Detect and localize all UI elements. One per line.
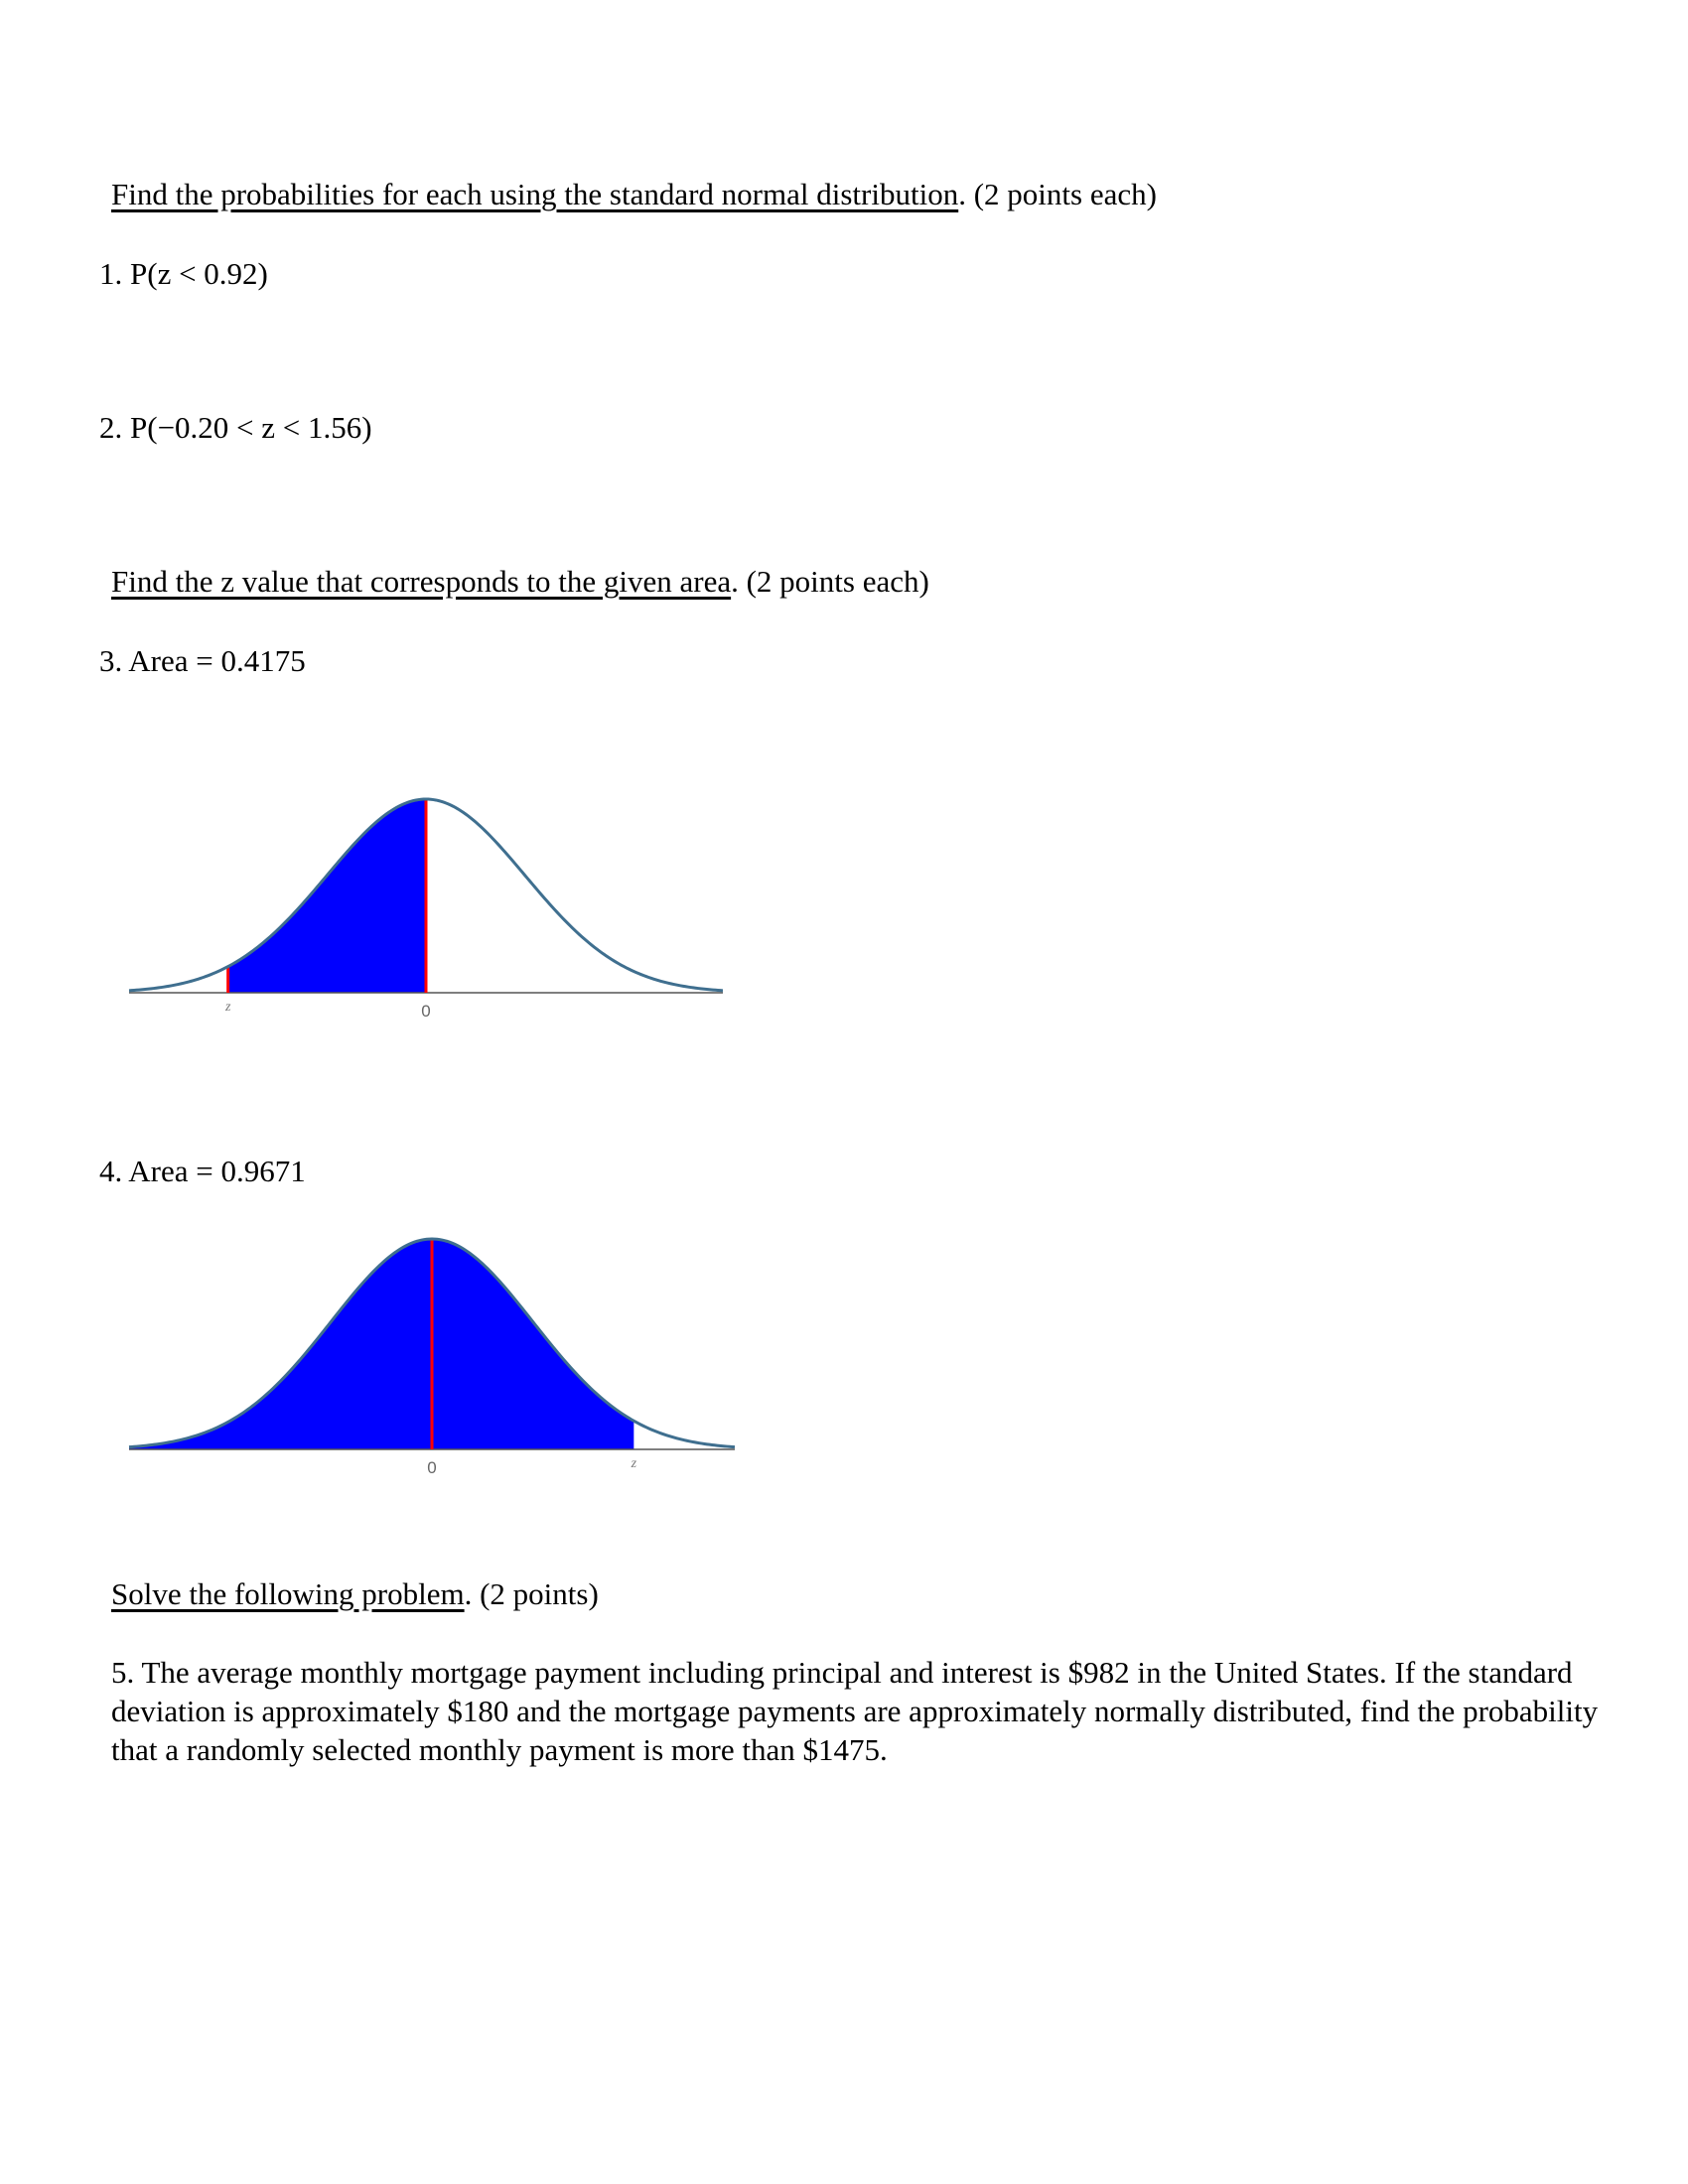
section1-heading-underlined: Find the probabilities for each using the standard normal distribution	[111, 177, 959, 211]
question-2-number: 2.	[99, 410, 123, 445]
section3-heading-underlined: Solve the following problem	[111, 1576, 465, 1611]
section1-heading	[111, 177, 1157, 212]
question-1-expression: P(z < 0.92)	[130, 256, 268, 291]
figure-3-normal-curve	[127, 789, 733, 1027]
question-4: 4. Area = 0.9671	[99, 1154, 306, 1188]
section3-heading-suffix: . (2 points)	[464, 1576, 599, 1611]
figure-3-shaded-area	[228, 799, 426, 993]
section1-heading-suffix: . (2 points each)	[958, 177, 1157, 211]
figure-4-shaded-area	[129, 1239, 633, 1449]
section3-heading	[111, 1576, 599, 1612]
figure-4-z-label: z	[631, 1456, 637, 1471]
section2-heading-underlined: Find the z value that corresponds to the given area	[111, 564, 732, 599]
question-3: 3. Area = 0.4175	[99, 643, 306, 678]
section2-heading-suffix: . (2 points each)	[731, 564, 929, 599]
figure-4-zero-label: 0	[427, 1458, 437, 1477]
figure-4-normal-curve	[127, 1226, 748, 1484]
figure-3-zero-label: 0	[421, 1002, 431, 1021]
question-5-text: 5. The average monthly mortgage payment including principal and interest is $982 in the United States. If the standard deviation is approximately $180 and the mortgage payments are approximately normally distributed, find the probability that a randomly selected monthly payment is more than $1475.	[111, 1655, 1599, 1767]
figure-3-z-label: z	[224, 1000, 231, 1015]
question-1-number: 1.	[99, 256, 123, 291]
question-2-expression: P(−0.20 < z < 1.56)	[130, 410, 372, 445]
section2-heading	[111, 564, 929, 600]
question-2	[99, 410, 372, 446]
question-1	[99, 256, 268, 292]
